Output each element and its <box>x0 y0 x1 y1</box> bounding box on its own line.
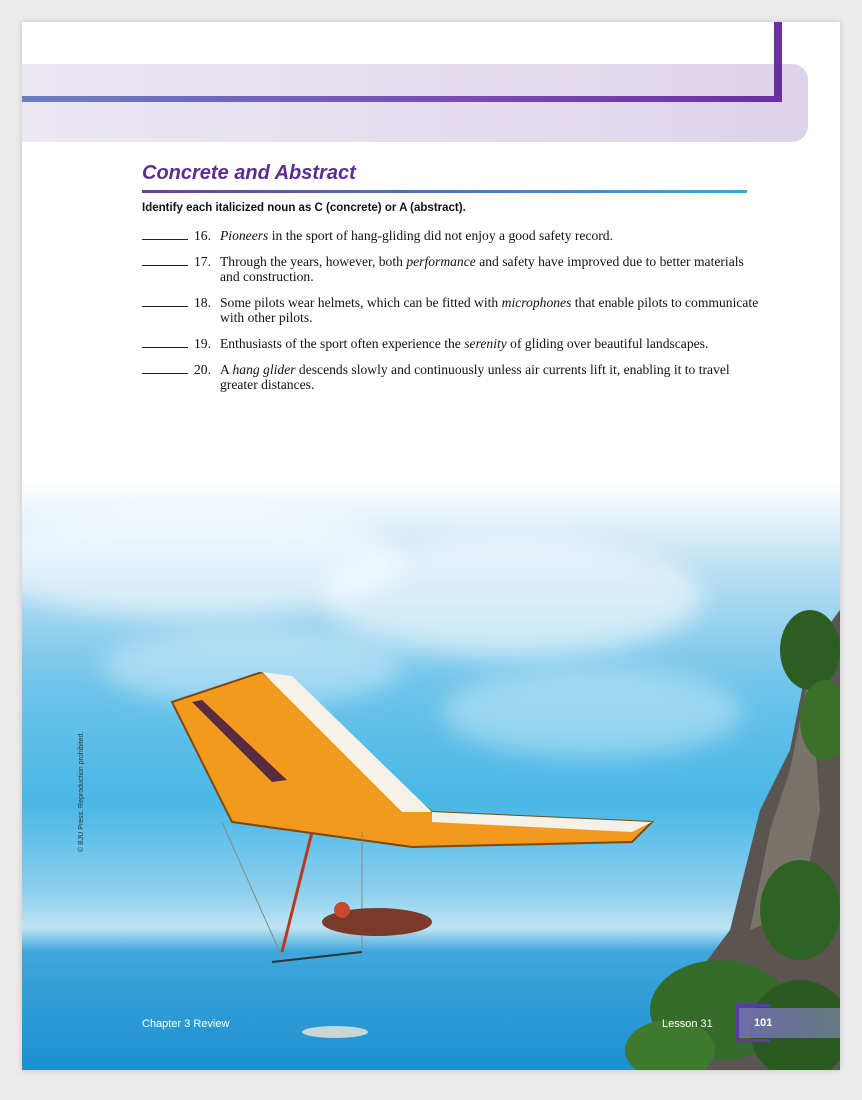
item-text-pre: Some pilots wear helmets, which can be fitted with <box>220 295 502 310</box>
workbook-page <box>22 22 840 1070</box>
island <box>302 1026 368 1038</box>
answer-blank[interactable] <box>142 347 188 348</box>
italic-noun: hang glider <box>232 362 296 377</box>
exercise-item <box>142 295 762 325</box>
header-bracket-corner <box>752 96 782 102</box>
hang-glider-photo <box>22 477 840 1070</box>
answer-blank[interactable] <box>142 265 188 266</box>
answer-blank[interactable] <box>142 373 188 374</box>
item-number: 18. <box>194 295 211 310</box>
item-text-post: descends slowly and continuously unless air currents lift it, enabling it to travel greater distances. <box>220 362 730 392</box>
italic-noun: serenity <box>464 336 507 351</box>
section-title: Concrete and Abstract <box>142 162 356 184</box>
item-number: 16. <box>194 228 211 243</box>
page-number: 101 <box>754 1017 773 1029</box>
answer-blank[interactable] <box>142 239 188 240</box>
item-text-post: that enable pilots to communicate with other pilots. <box>220 295 759 325</box>
footer-lesson: Lesson 31 <box>662 1018 713 1030</box>
header-band <box>22 64 808 142</box>
answer-blank[interactable] <box>142 306 188 307</box>
hang-glider <box>162 672 662 1002</box>
item-text-pre: A <box>220 362 233 377</box>
item-number: 19. <box>194 336 211 351</box>
item-text-post: in the sport of hang-gliding did not enjoy a good safety record. <box>268 228 614 243</box>
italic-noun: microphones <box>501 295 572 310</box>
item-text-pre: Enthusiasts of the sport often experience the <box>220 336 465 351</box>
instructions: Identify each italicized noun as C (concrete) or A (abstract). <box>142 202 466 214</box>
italic-noun: performance <box>406 254 476 269</box>
item-text-pre: Through the years, however, both <box>220 254 407 269</box>
copyright-notice: © BJU Press. Reproduction prohibited. <box>78 731 85 852</box>
exercise-item <box>142 336 762 351</box>
item-number: 20. <box>194 362 211 377</box>
item-text-post: of gliding over beautiful landscapes. <box>506 336 709 351</box>
footer-chapter: Chapter 3 Review <box>142 1018 230 1030</box>
exercise-item <box>142 228 762 243</box>
title-rule <box>142 190 747 193</box>
item-text-post: and safety have improved due to better materials and construction. <box>220 254 744 284</box>
header-rule <box>22 96 782 102</box>
exercise-list <box>142 228 762 403</box>
header-bracket <box>774 22 782 102</box>
item-number: 17. <box>194 254 211 269</box>
exercise-item <box>142 362 762 392</box>
exercise-item <box>142 254 762 284</box>
italic-noun: Pioneers <box>220 228 269 243</box>
